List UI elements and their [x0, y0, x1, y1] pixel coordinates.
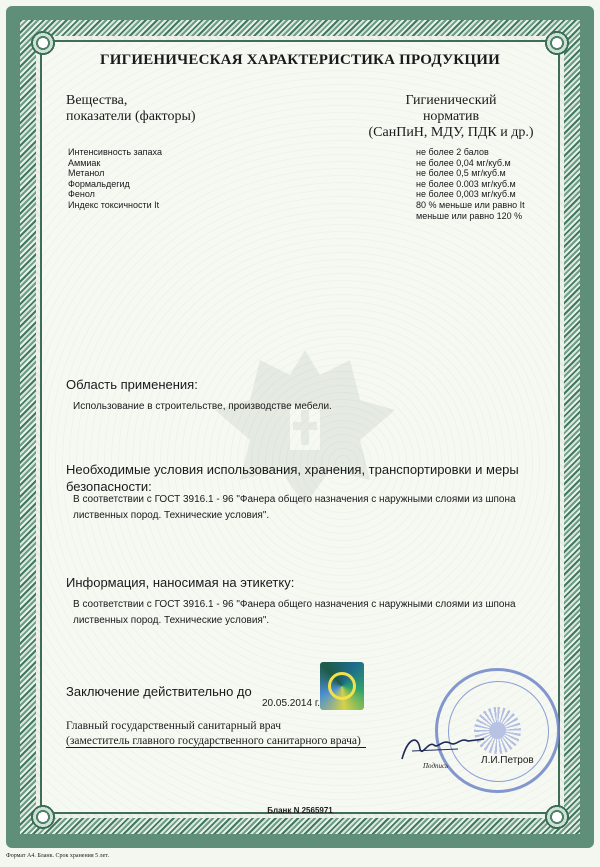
table-row — [68, 147, 548, 158]
label-info-text — [73, 597, 553, 629]
header-line: (СанПиН, МДУ, ПДК и др.) — [368, 125, 534, 140]
norm-value: не более 0,04 мг/куб.м — [416, 157, 511, 168]
substance-name: Фенол — [68, 189, 95, 200]
norm-value: не более 2 балов — [416, 147, 489, 157]
conditions-text — [73, 492, 553, 524]
validity-label: Заключение действительно до — [66, 684, 252, 699]
substance-name: Метанол — [68, 168, 105, 179]
signer-title: Главный государственный санитарный врач — [66, 720, 281, 732]
norms-table — [68, 147, 548, 221]
hologram-seal — [320, 662, 364, 710]
table-row — [68, 179, 548, 190]
conditions-label — [66, 461, 536, 495]
blank-number: Бланк N 2565971 — [267, 806, 333, 815]
label-line: безопасности: — [66, 479, 152, 494]
table-row — [68, 158, 548, 169]
norm-value — [416, 200, 525, 221]
table-row — [68, 168, 548, 179]
handwritten-signature — [398, 727, 488, 767]
substance-name: Индекс токсичности It — [68, 199, 160, 210]
column-header-norm — [366, 93, 536, 141]
table-row — [68, 200, 548, 221]
text-line: лиственных пород. Технические условия". — [73, 510, 270, 521]
scope-text: Использование в строительстве, производстве мебели. — [73, 401, 332, 412]
header-line: Вещества, — [66, 93, 128, 108]
validity-date: 20.05.2014 г. — [262, 698, 321, 709]
column-header-substances — [66, 93, 266, 125]
substance-name: Формальдегид — [68, 178, 130, 189]
norm-line: меньше или равно 120 % — [416, 210, 523, 221]
document-title: ГИГИЕНИЧЕСКАЯ ХАРАКТЕРИСТИКА ПРОДУКЦИИ — [100, 52, 500, 68]
norm-line: 80 % меньше или равно It — [416, 199, 525, 210]
scope-label: Область применения: — [66, 377, 198, 392]
norm-value: не более 0,5 мг/куб.м — [416, 168, 506, 179]
text-line: лиственных пород. Технические условия". — [73, 615, 270, 626]
header-line: Гигиенический — [405, 93, 497, 108]
substance-name: Интенсивность запаха — [68, 147, 162, 157]
table-row — [68, 189, 548, 200]
text-line: В соответствии с ГОСТ 3916.1 - 96 "Фанера общего назначения с наружными слоями из шпона — [73, 599, 516, 610]
signer-name: Л.И.Петров — [481, 755, 534, 766]
label-line: Необходимые условия использования, хранения, транспортировки и меры — [66, 462, 519, 477]
signature-caption: Подпись — [423, 762, 449, 770]
norm-value: не более 0,003 мг/куб.м — [416, 189, 516, 200]
text-line: В соответствии с ГОСТ 3916.1 - 96 "Фанера общего назначения с наружными слоями из шпона — [73, 494, 516, 505]
form-footer: Формат А4. Бланк. Срок хранения 5 лет. — [6, 853, 109, 859]
norm-value: не более 0.003 мг/куб.м — [416, 178, 516, 189]
hologram-ring-icon — [328, 672, 356, 700]
header-line: норматив — [422, 109, 480, 124]
substance-name: Аммиак — [68, 157, 101, 168]
label-info-label: Информация, наносимая на этикетку: — [66, 575, 295, 590]
signer-deputy: (заместитель главного государственного санитарного врача) — [66, 735, 366, 748]
header-line: показатели (факторы) — [66, 109, 196, 124]
